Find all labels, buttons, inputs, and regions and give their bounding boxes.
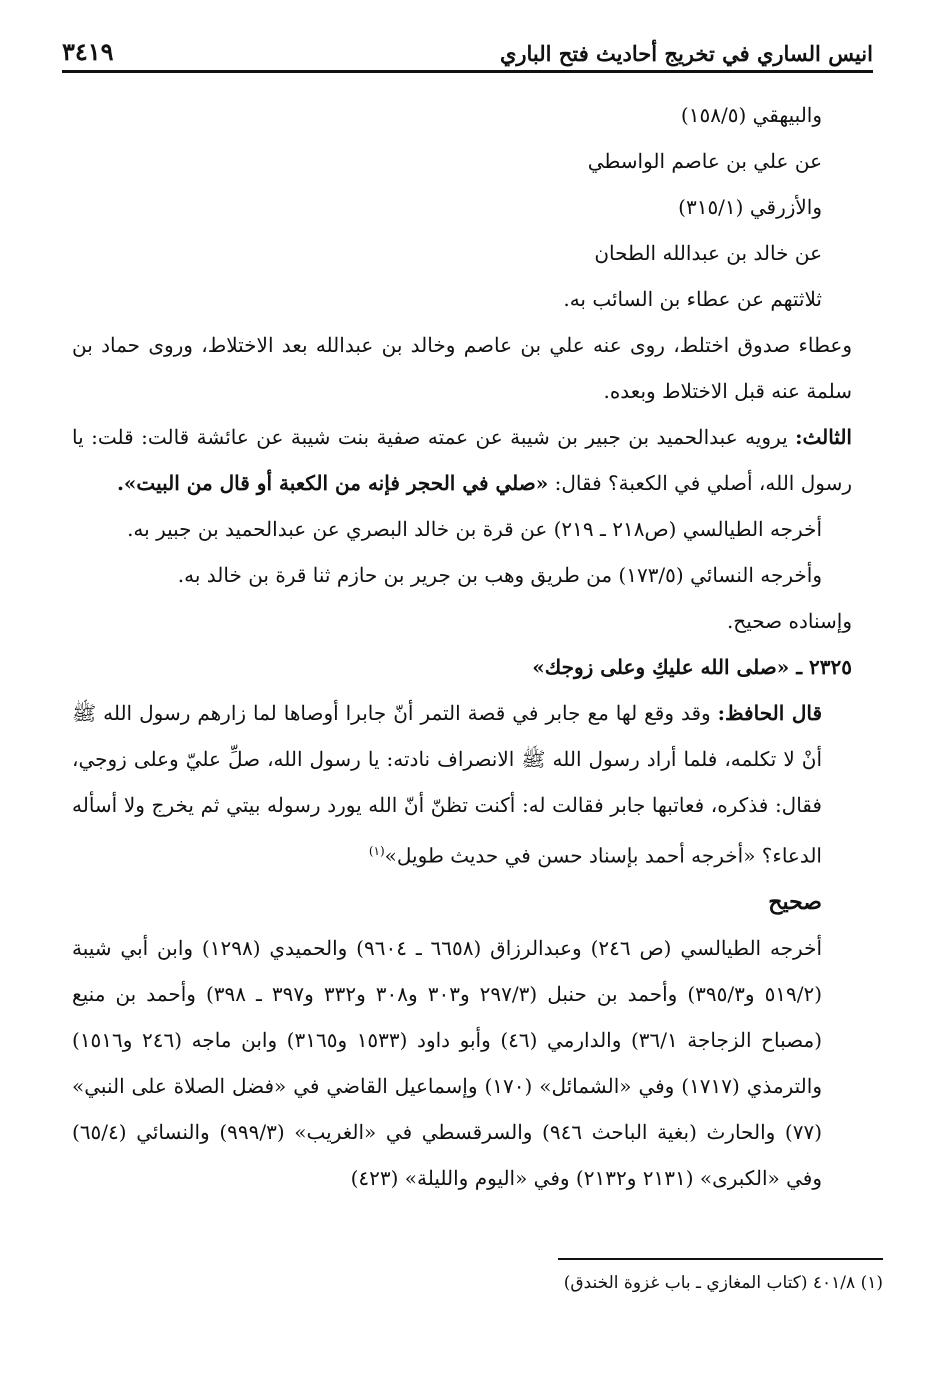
paragraph-label: الثالث:	[795, 425, 852, 449]
footnote-text: ٤٠١/٨ (كتاب المغازي ـ باب غزوة الخندق)	[563, 1273, 856, 1293]
page-header	[62, 34, 873, 73]
hadith-quote: «صلي في الحجر فإنه من الكعبة أو قال من البيت».	[116, 471, 549, 495]
footnote	[300, 1268, 883, 1298]
paragraph: أخرجه الطيالسي (ص ٢٤٦) وعبدالرزاق (٦٦٥٨ ـ ٩٦٠٤) والحميدي (١٢٩٨) وابن أبي شيبة (٥١٩/٢ و٣٩٥/٣) وأحمد بن حنبل (٢٩٧/٣ و٣٠٣ و٣٠٨ و٣٣٢ و٣٩٧ ـ ٣٩٨) وأحمد بن منيع (مصباح الزجاجة ٣٦/١) والدارمي (٤٦) وأبو داود (١٥٣٣ و٣١٦٥) وابن ماجه (٢٤٦ و١٥١٦) والترمذي (١٧١٧) وفي «الشمائل» (١٧٠) وإسماعيل القاضي في «فضل الصلاة على النبي» (٧٧) والحارث (بغية الباحث ٩٤٦) والسرقسطي في «الغريب» (٩٩٩/٣) والنسائي (٦٥/٤) وفي «الكبرى» (٢١٣١ و٢١٣٢) وفي «اليوم والليلة» (٤٢٣)	[72, 935, 823, 1190]
paragraph: وأخرجه النسائي (١٧٣/٥) من طريق وهب بن جرير بن حازم ثنا قرة بن خالد به.	[177, 563, 822, 587]
hadith-number: ٢٣٢٥ ـ	[789, 655, 852, 679]
text-line: والبيهقي (١٥٨/٥)	[680, 103, 822, 127]
paragraph	[72, 414, 852, 506]
running-title: انيس الساري في تخريج أحاديث فتح الباري	[499, 41, 873, 66]
text-line: عن خالد بن عبدالله الطحان	[594, 241, 822, 265]
paragraph-text: يرويه عبدالحميد بن جبير بن شيبة عن عمته صفية بنت شيبة عن عائشة قالت: قلت: يا رسول الله، أصلي في الكعبة؟ فقال:	[72, 425, 852, 495]
text-line: عن علي بن عاصم الواسطي	[587, 149, 822, 173]
hadith-heading	[72, 644, 852, 690]
section-heading: صحيح	[768, 888, 822, 915]
footnote-marker: (١)	[860, 1273, 883, 1293]
paragraph	[72, 690, 822, 879]
paragraph: وإسناده صحيح.	[726, 609, 852, 633]
paragraph: أخرجه الطيالسي (ص٢١٨ ـ ٢١٩) عن قرة بن خالد البصري عن عبدالحميد بن جبير به.	[127, 517, 822, 541]
footnote-ref: (١)	[368, 844, 385, 858]
page-number: ٣٤١٩	[62, 37, 114, 66]
footnote-divider	[558, 1258, 883, 1260]
paragraph-label: قال الحافظ:	[717, 701, 823, 725]
text-line: ثلاثتهم عن عطاء بن السائب به.	[563, 287, 822, 311]
text-line: والأزرقي (٣١٥/١)	[678, 195, 822, 219]
page-body	[72, 92, 852, 1201]
paragraph: وعطاء صدوق اختلط، روى عنه علي بن عاصم وخالد بن عبدالله بعد الاختلاط، وروى حماد بن سلمة عنه قبل الاختلاط وبعده.	[72, 333, 852, 403]
paragraph-text: وقد وقع لها مع جابر في قصة التمر أنّ جابرا أوصاها لما زارهم رسول الله ﷺ أنْ لا تكلمه، فلما أراد رسول الله ﷺ الانصراف نادته: يا رسول الله، صلِّ عليّ وعلى زوجي، فقال: فذكره، فعاتبها جابر فقالت له: أكنت تظنّ أنّ الله يورد رسوله بيتي ثم يخرج ولا أسأله الدعاء؟ «أخرجه أحمد بإسناد حسن في حديث طويل»	[72, 701, 822, 868]
hadith-title: «صلى الله عليكِ وعلى زوجك»	[532, 655, 790, 679]
